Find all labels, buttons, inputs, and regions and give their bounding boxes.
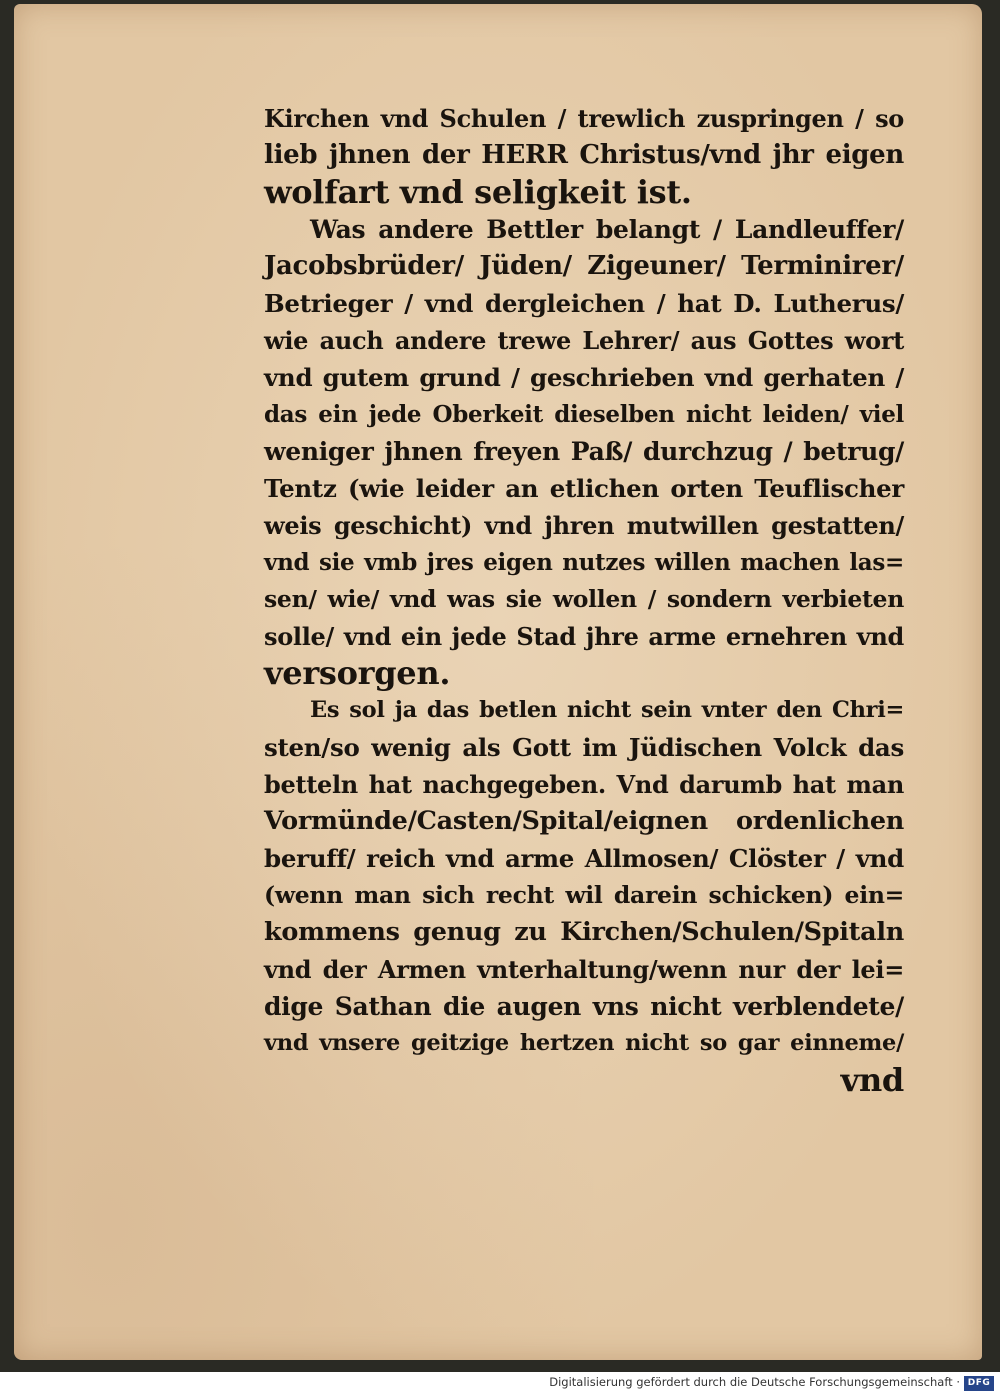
text-line: Kirchen vnd Schulen / trewlich zuspringen / so	[264, 104, 904, 133]
text-line: versorgen.	[264, 654, 451, 692]
text-line: vnd der Armen vnterhaltung/wenn nur der lei=	[264, 955, 904, 984]
text-line: betteln hat nachgegeben. Vnd darumb hat man	[264, 770, 904, 799]
text-line: vnd gutem grund / geschrieben vnd gerhaten /	[264, 363, 904, 392]
text-line: wolfart vnd seligkeit ist.	[264, 173, 692, 211]
text-line: dige Sathan die augen vns nicht verblendete/	[264, 992, 904, 1021]
text-line: Tentz (wie leider an etlichen orten Teuflischer	[264, 474, 904, 503]
text-line: sten/so wenig als Gott im Jüdischen Volck das	[264, 733, 904, 762]
text-line: lieb jhnen der HERR Christus/vnd jhr eigen	[264, 140, 904, 170]
dfg-logo: DFG	[964, 1376, 994, 1391]
book-page	[14, 4, 982, 1360]
page-text-block	[264, 100, 904, 1099]
text-line: wie auch andere trewe Lehrer/ aus Gottes wort	[264, 326, 904, 355]
text-line: Betrieger / vnd dergleichen / hat D. Lutherus/	[264, 289, 904, 318]
funding-credit: Digitalisierung gefördert durch die Deutsche Forschungsgemeinschaft ·	[549, 1375, 960, 1389]
text-line: sen/ wie/ vnd was sie wollen / sondern verbieten	[264, 585, 904, 613]
text-line: Was andere Bettler belangt / Landleuffer/	[310, 215, 904, 244]
footer-bar	[0, 1372, 1000, 1396]
text-line: weis geschicht) vnd jhren mutwillen gestatten/	[264, 511, 904, 540]
text-line: vnd sie vmb jres eigen nutzes willen machen las=	[264, 549, 904, 576]
text-line: solle/ vnd ein jede Stad jhre arme ernehren vnd	[264, 622, 904, 651]
text-line: Vormünde/Casten/Spital/eignen ordenlichen	[264, 806, 904, 836]
text-line: vnd vnsere geitzige hertzen nicht so gar einneme/	[264, 1030, 904, 1056]
text-line: Jacobsbrüder/ Jüden/ Zigeuner/ Terminirer/	[264, 251, 904, 281]
text-line: (wenn man sich recht wil darein schicken) ein=	[264, 881, 904, 909]
text-line: weniger jhnen freyen Paß/ durchzug / betrug/	[264, 437, 904, 466]
text-line: beruff/ reich vnd arme Allmosen/ Clöster / vnd	[264, 844, 904, 873]
catchword: vnd	[840, 1061, 904, 1099]
text-line: kommens genug zu Kirchen/Schulen/Spitaln	[264, 917, 904, 947]
text-line: das ein jede Oberkeit dieselben nicht leiden/ viel	[264, 401, 904, 428]
text-line: Es sol ja das betlen nicht sein vnter den Chri=	[310, 697, 904, 723]
